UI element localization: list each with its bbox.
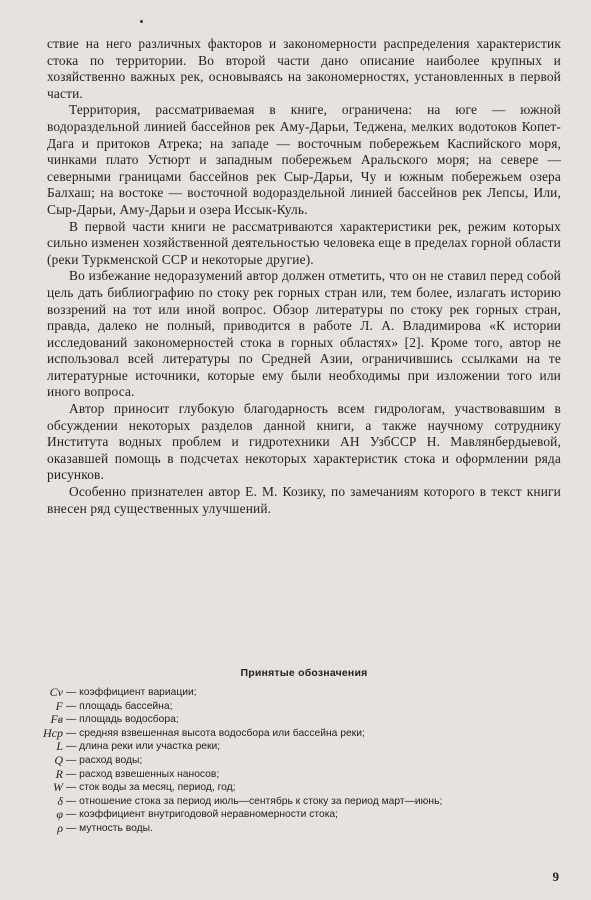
notation-symbol: L xyxy=(56,739,63,754)
notation-symbol: R xyxy=(55,766,63,781)
paragraph: В первой части книги не рассматриваются характеристики рек, режим которых сильно изменен хозяйственной деятельностью человека еще в пределах горной области (реки Туркменской ССР и некоторые другие). xyxy=(47,218,561,267)
notation-description: — длина реки или участка реки; xyxy=(66,741,221,753)
paragraph: ствие на него различных факторов и закономерности распределения характеристик стока по территории. Во второй части дано описание наиболее крупных и хозяйственно важных рек, основываясь на закономерностях, установленных в первой части. xyxy=(47,36,561,101)
notation-description: — средняя взвешенная высота водосбора или бассейна реки; xyxy=(66,727,365,739)
notation-description: — расход воды; xyxy=(66,754,143,766)
notation-description: — расход взвешенных наносов; xyxy=(66,768,220,780)
notation-item xyxy=(30,754,560,768)
notation-item xyxy=(30,808,560,822)
notation-item xyxy=(30,713,560,727)
notation-heading: Принятые обозначения xyxy=(240,667,368,679)
notation-description: — коэффициент внутригодовой неравномерности стока; xyxy=(66,809,339,821)
notation-symbol: F xyxy=(55,698,63,713)
notation-description: — отношение стока за период июль—сентябрь к стоку за период март—июнь; xyxy=(66,795,443,807)
notation-description: — сток воды за месяц, период, год; xyxy=(66,782,236,794)
notation-symbol: Q xyxy=(54,752,63,767)
print-speck xyxy=(140,20,143,23)
paragraph: Особенно признателен автор Е. М. Козику, по замечаниям которого в текст книги внесен ряд существенных улучшений. xyxy=(47,484,561,516)
page-number: 9 xyxy=(552,869,559,884)
notation-item xyxy=(30,740,560,754)
notation-item xyxy=(30,781,560,795)
notation-item xyxy=(30,727,560,741)
paragraph: Территория, рассматриваемая в книге, ограничена: на юге — южной водораздельной линией бассейнов рек Аму-Дарьи, Теджена, мелких водотоков Копет-Дага и притоков Атрека; на западе — восточным побережьем Каспийского моря, чинками плато Устюрт и западным побережьем Аральского моря; на севере — северными границами бассейнов рек Сыр-Дарьи, Чу и южным побережьем озера Балхаш; на востоке — восточной водораздельной линией бассейнов рек Лепсы, Или, Сыр-Дарьи, Аму-Дарьи и озера Иссык-Куль. xyxy=(47,102,561,217)
notation-list xyxy=(30,686,560,836)
notation-item xyxy=(30,795,560,809)
notation-item xyxy=(30,686,560,700)
body-text xyxy=(47,36,561,517)
notation-item xyxy=(30,700,560,714)
paragraph: Автор приносит глубокую благодарность всем гидрологам, участвовавшим в обсуждении некоторых разделов данной книги, а также научному сотруднику Института водных проблем и гидротехники АН УзбССР Н. Мавлянбердыевой, оказавшей помощь в подсчетах некоторых характеристик стока и оформлении ряда рисунков. xyxy=(47,401,561,483)
notation-symbol: Cv xyxy=(49,685,63,699)
notation-description: — площадь бассейна; xyxy=(66,700,173,712)
notation-description: — мутность воды. xyxy=(66,822,153,834)
notation-symbol: Hср xyxy=(43,725,63,740)
notation-symbol: δ xyxy=(57,793,63,808)
notation-item xyxy=(30,822,560,836)
notation-symbol: W xyxy=(53,780,63,795)
paragraph: Во избежание недоразумений автор должен отметить, что он не ставил перед собой цель дать библиографию по стоку рек горных стран или, тем более, излагать историю воззрений на тот или иной вопрос. Обзор литературы по стоку рек горных стран, правда, далеко не полный, приводится в работе Л. А. Владимирова «К истории исследований закономерностей стока в горных областях» [2]. Кроме того, автор не использовал всей литературы по Средней Азии, ограничившись ссылками на те литературные источники, которые ему были необходимы при изложении того или иного вопроса. xyxy=(47,268,561,400)
notation-symbol: φ xyxy=(56,807,63,822)
notation-description: — коэффициент вариации; xyxy=(66,687,197,698)
notation-item xyxy=(30,768,560,782)
notation-description: — площадь водосбора; xyxy=(66,714,179,726)
notation-symbol: ρ xyxy=(57,820,63,835)
notation-symbol: Fв xyxy=(50,712,63,727)
